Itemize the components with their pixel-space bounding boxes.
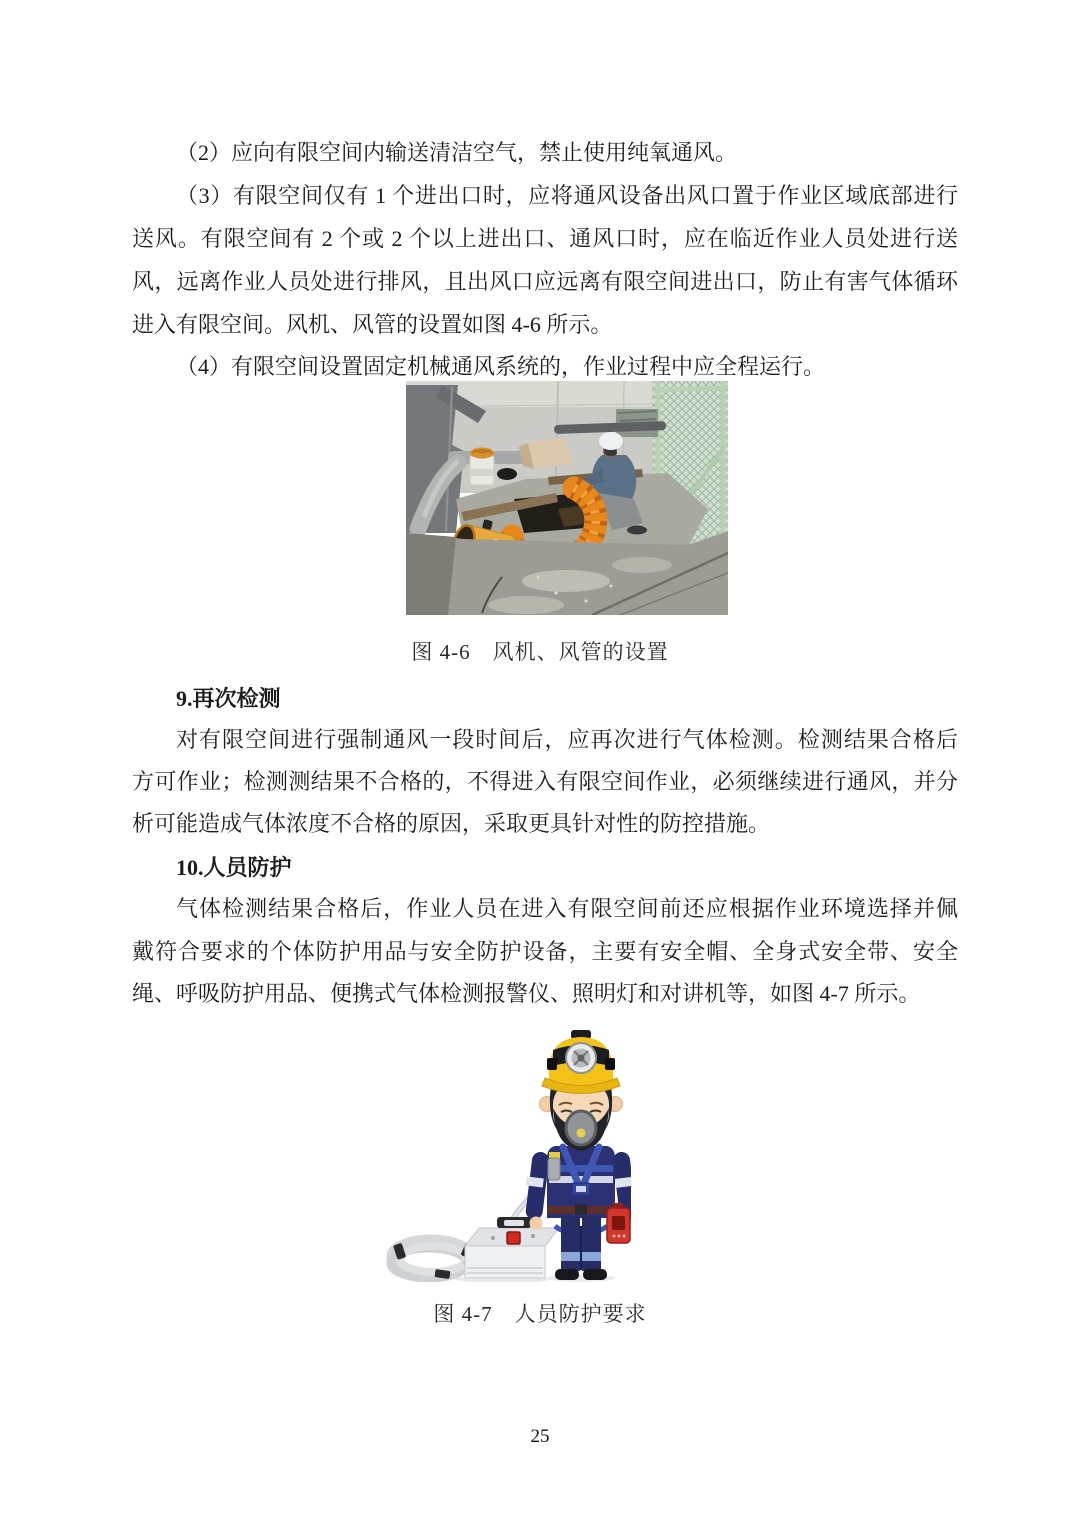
section-9-line: 方可作业；检测测结果不合格的，不得进入有限空间作业，必须继续进行通风，并分 bbox=[132, 769, 958, 794]
photo-bucket bbox=[470, 448, 494, 486]
chest-device bbox=[548, 1152, 560, 1180]
photo-black-fitting bbox=[497, 468, 517, 480]
section-10-line: 绳、呼吸防护用品、便携式气体检测报警仪、照明灯和对讲机等，如图 4-7 所示。 bbox=[132, 981, 921, 1006]
section-10-line: 气体检测结果合格后，作业人员在进入有限空间前还应根据作业环境选择并佩 bbox=[176, 896, 958, 921]
respirator bbox=[566, 1111, 596, 1145]
paragraph-3-line: 送风。有限空间有 2 个或 2 个以上进出口、通风口时，应在临近作业人员处进行送 bbox=[132, 226, 958, 251]
air-supply-box bbox=[465, 1217, 559, 1278]
section-9-line: 析可能造成气体浓度不合格的原因，采取更具针对性的防控措施。 bbox=[132, 811, 771, 836]
worker-legs bbox=[555, 1216, 607, 1280]
figure-4-6-caption: 图 4-6 风机、风管的设置 bbox=[411, 640, 669, 664]
safety-helmet bbox=[542, 1030, 620, 1094]
paragraph-3-line: （3）有限空间仅有 1 个进出口时，应将通风设备出风口置于作业区域底部进行 bbox=[176, 183, 958, 208]
page-number: 25 bbox=[530, 1426, 550, 1447]
section-9-line: 对有限空间进行强制通风一段时间后，应再次进行气体检测。检测结果合格后 bbox=[176, 727, 958, 752]
section-10-line: 戴符合要求的个体防护用品与安全防护设备，主要有安全帽、全身式安全带、安全 bbox=[132, 939, 958, 964]
paragraph-3-line: 进入有限空间。风机、风管的设置如图 4-6 所示。 bbox=[132, 312, 613, 337]
paragraph-3-line: 风，远离作业人员处进行排风，且出风口应远离有限空间进出口，防止有害气体循环 bbox=[132, 269, 958, 294]
figure-4-6-photo bbox=[406, 381, 728, 615]
gas-detector bbox=[607, 1203, 630, 1243]
section-10-heading: 10.人员防护 bbox=[176, 855, 292, 880]
belt-buckle bbox=[575, 1204, 587, 1215]
paragraph-4-line: （4）有限空间设置固定机械通风系统的，作业过程中应全程运行。 bbox=[176, 354, 826, 379]
figure-4-7-caption: 图 4-7 人员防护要求 bbox=[433, 1302, 647, 1326]
paragraph-2-line: （2）应向有限空间内输送清洁空气，禁止使用纯氧通风。 bbox=[176, 140, 738, 165]
figure-4-7-illustration bbox=[383, 1030, 631, 1282]
section-9-heading: 9.再次检测 bbox=[176, 686, 281, 711]
